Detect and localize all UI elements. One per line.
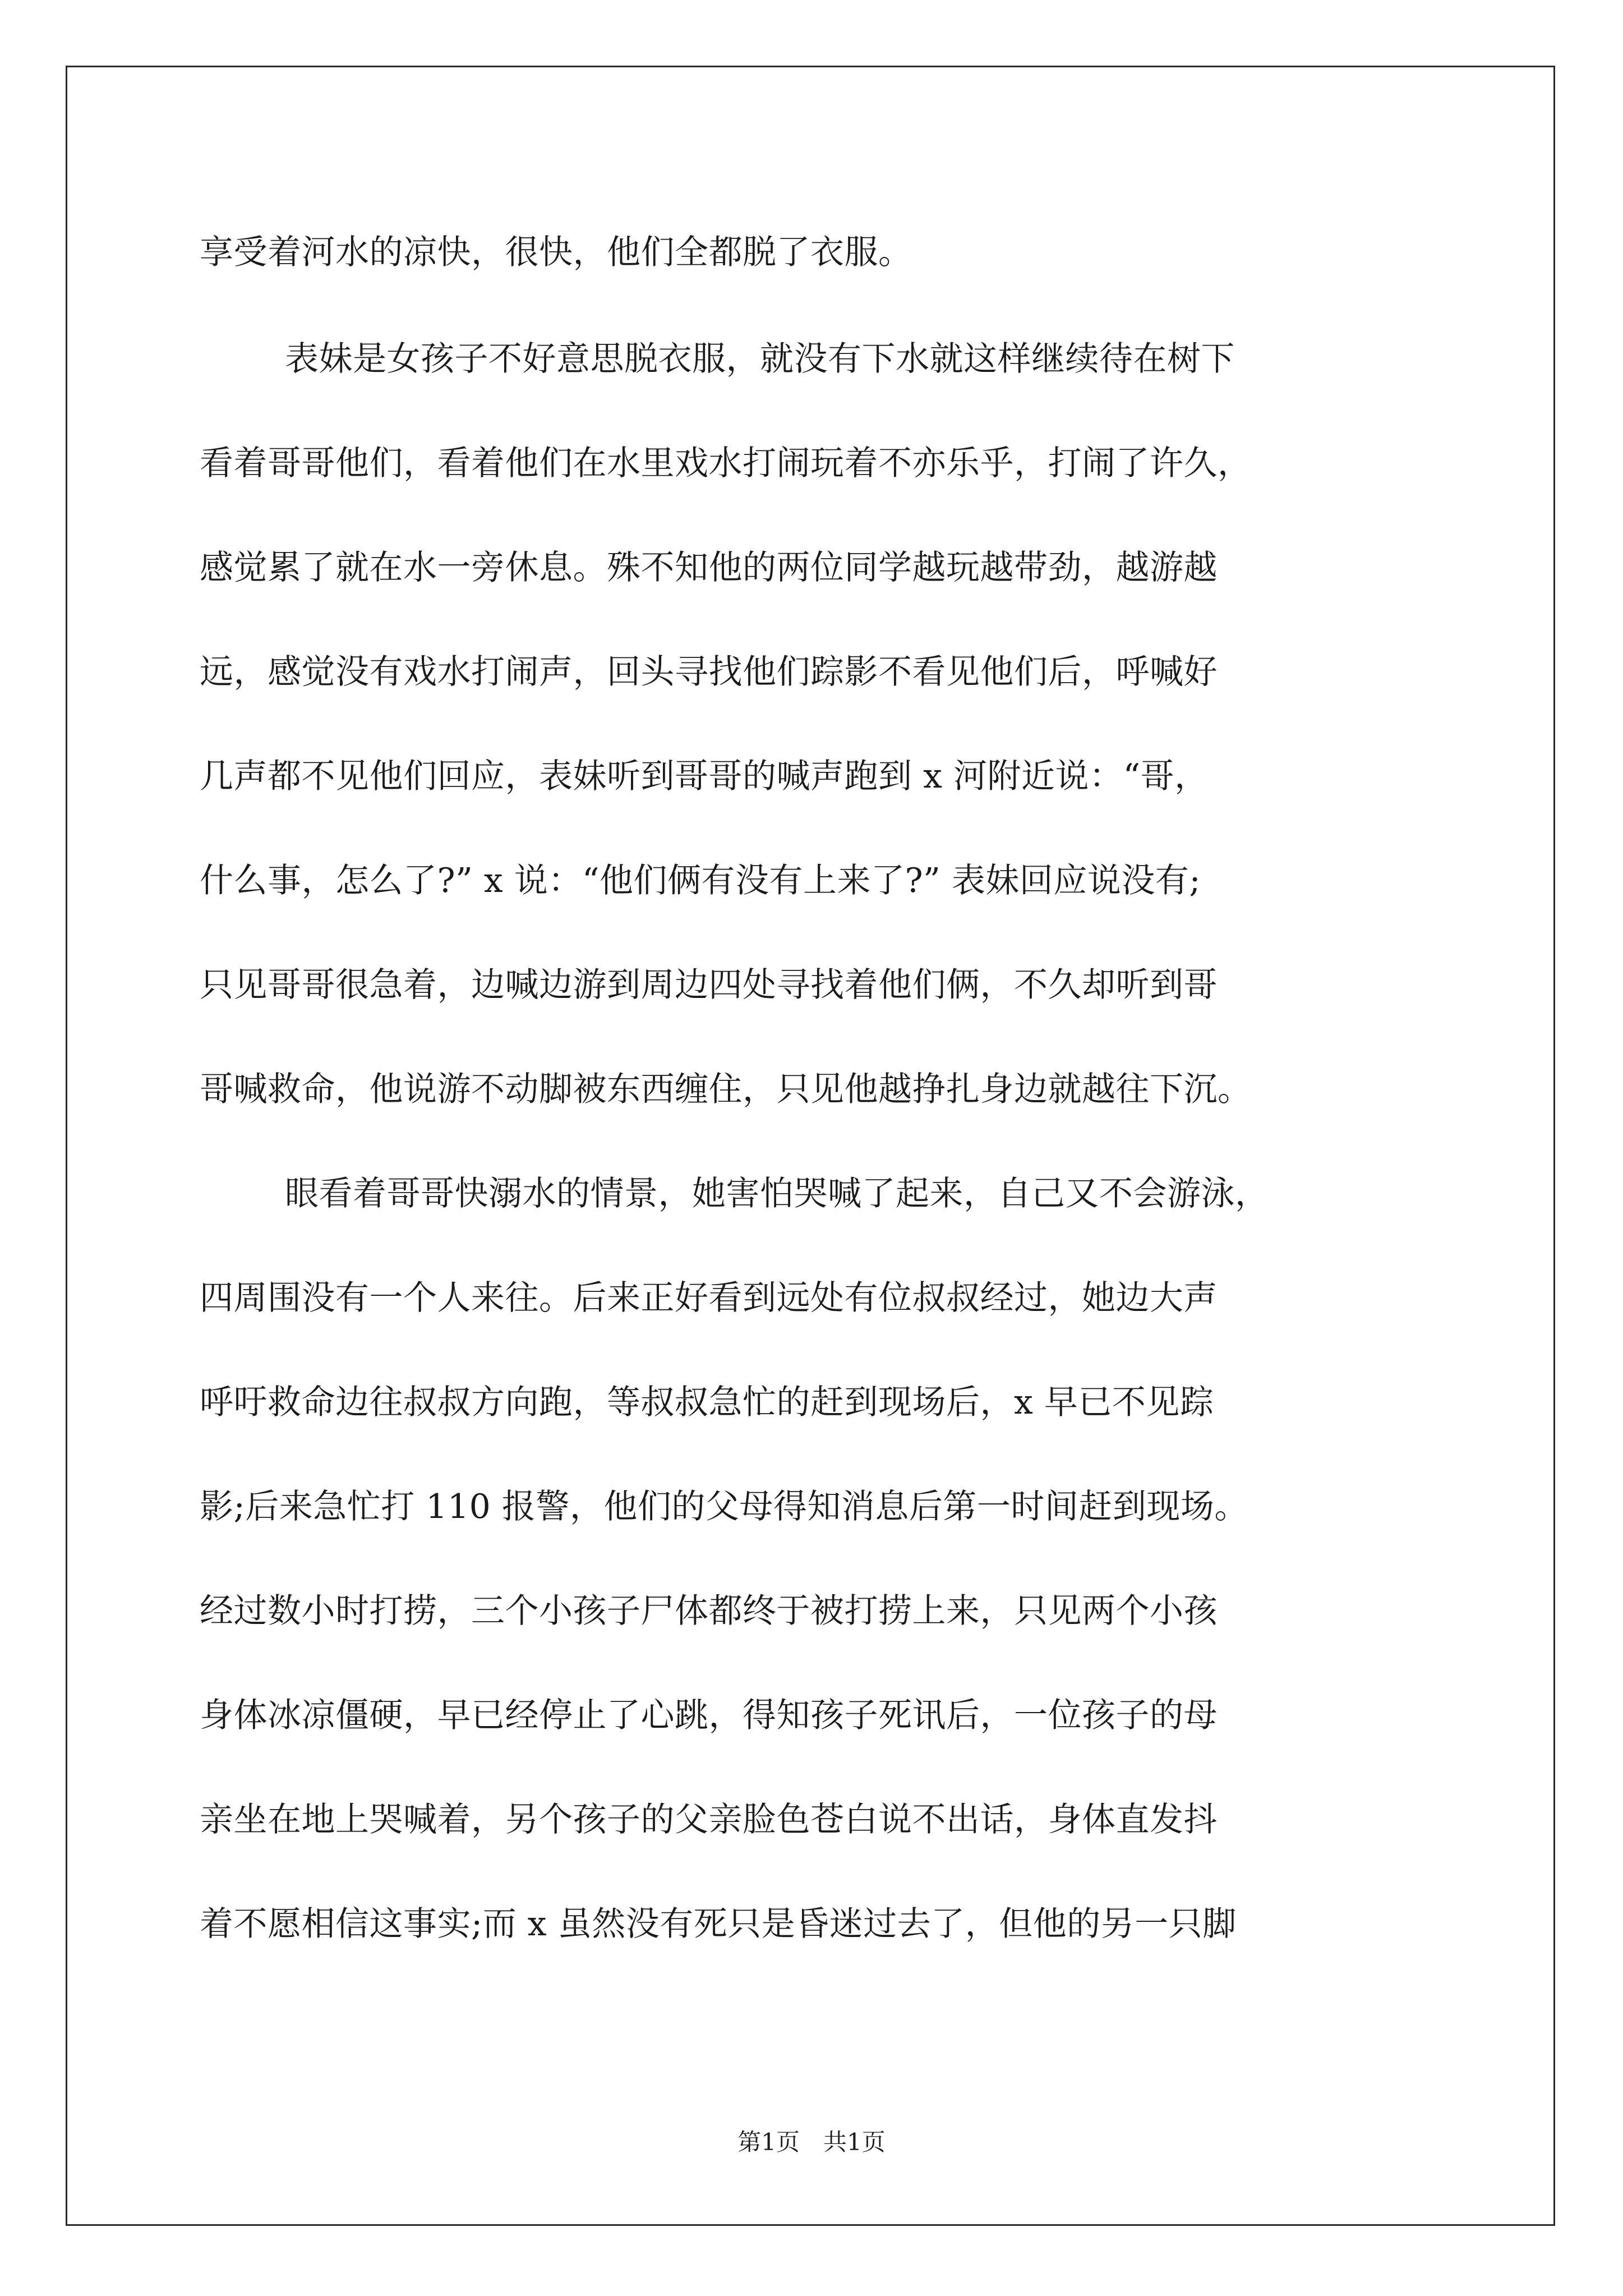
page-border [66, 66, 1555, 2226]
text-line-14: 经过数小时打捞，三个小孩子尸体都终于被打捞上来，只见两个小孩 [200, 1591, 1218, 1631]
text-line-3: 看着哥哥他们，看着他们在水里戏水打闹玩着不亦乐乎，打闹了许久， [200, 444, 1252, 483]
text-line-13: 影;后来急忙打 110 报警，他们的父母得知消息后第一时间赶到现场。 [200, 1487, 1248, 1526]
text-line-16: 亲坐在地上哭喊着，另个孩子的父亲脸色苍白说不出话，身体直发抖 [200, 1800, 1218, 1839]
text-line-17: 着不愿相信这事实;而 x 虽然没有死只是昏迷过去了，但他的另一只脚 [200, 1904, 1237, 1944]
text-line-6: 几声都不见他们回应，表妹听到哥哥的喊声跑到 x 河附近说：“哥， [200, 757, 1209, 796]
text-line-4: 感觉累了就在水一旁休息。殊不知他的两位同学越玩越带劲，越游越 [200, 548, 1218, 587]
text-line-15: 身体冰凉僵硬，早已经停止了心跳，得知孩子死讯后，一位孩子的母 [200, 1696, 1218, 1735]
paragraph-start-line: 眼看着哥哥快溺水的情景，她害怕哭喊了起来，自己又不会游泳， [285, 1174, 1269, 1213]
text-line-5: 远，感觉没有戏水打闹声，回头寻找他们踪影不看见他们后，呼喊好 [200, 652, 1218, 692]
text-line-7: 什么事，怎么了?” x 说：“他们俩有没有上来了?” 表妹回应说没有; [200, 861, 1201, 900]
text-line-1: 享受着河水的凉快，很快，他们全都脱了衣服。 [200, 233, 912, 272]
page-number-footer: 第1页 共1页 [737, 2128, 886, 2156]
paragraph-start-line: 表妹是女孩子不好意思脱衣服，就没有下水就这样继续待在树下 [285, 339, 1235, 379]
text-line-9: 哥喊救命，他说游不动脚被东西缠住，只见他越挣扎身边就越往下沉。 [200, 1070, 1252, 1109]
text-line-11: 四周围没有一个人来往。后来正好看到远处有位叔叔经过，她边大声 [200, 1278, 1218, 1318]
text-line-12: 呼吁救命边往叔叔方向跑，等叔叔急忙的赶到现场后，x 早已不见踪 [200, 1383, 1214, 1422]
text-line-8: 只见哥哥很急着，边喊边游到周边四处寻找着他们俩，不久却听到哥 [200, 965, 1218, 1005]
